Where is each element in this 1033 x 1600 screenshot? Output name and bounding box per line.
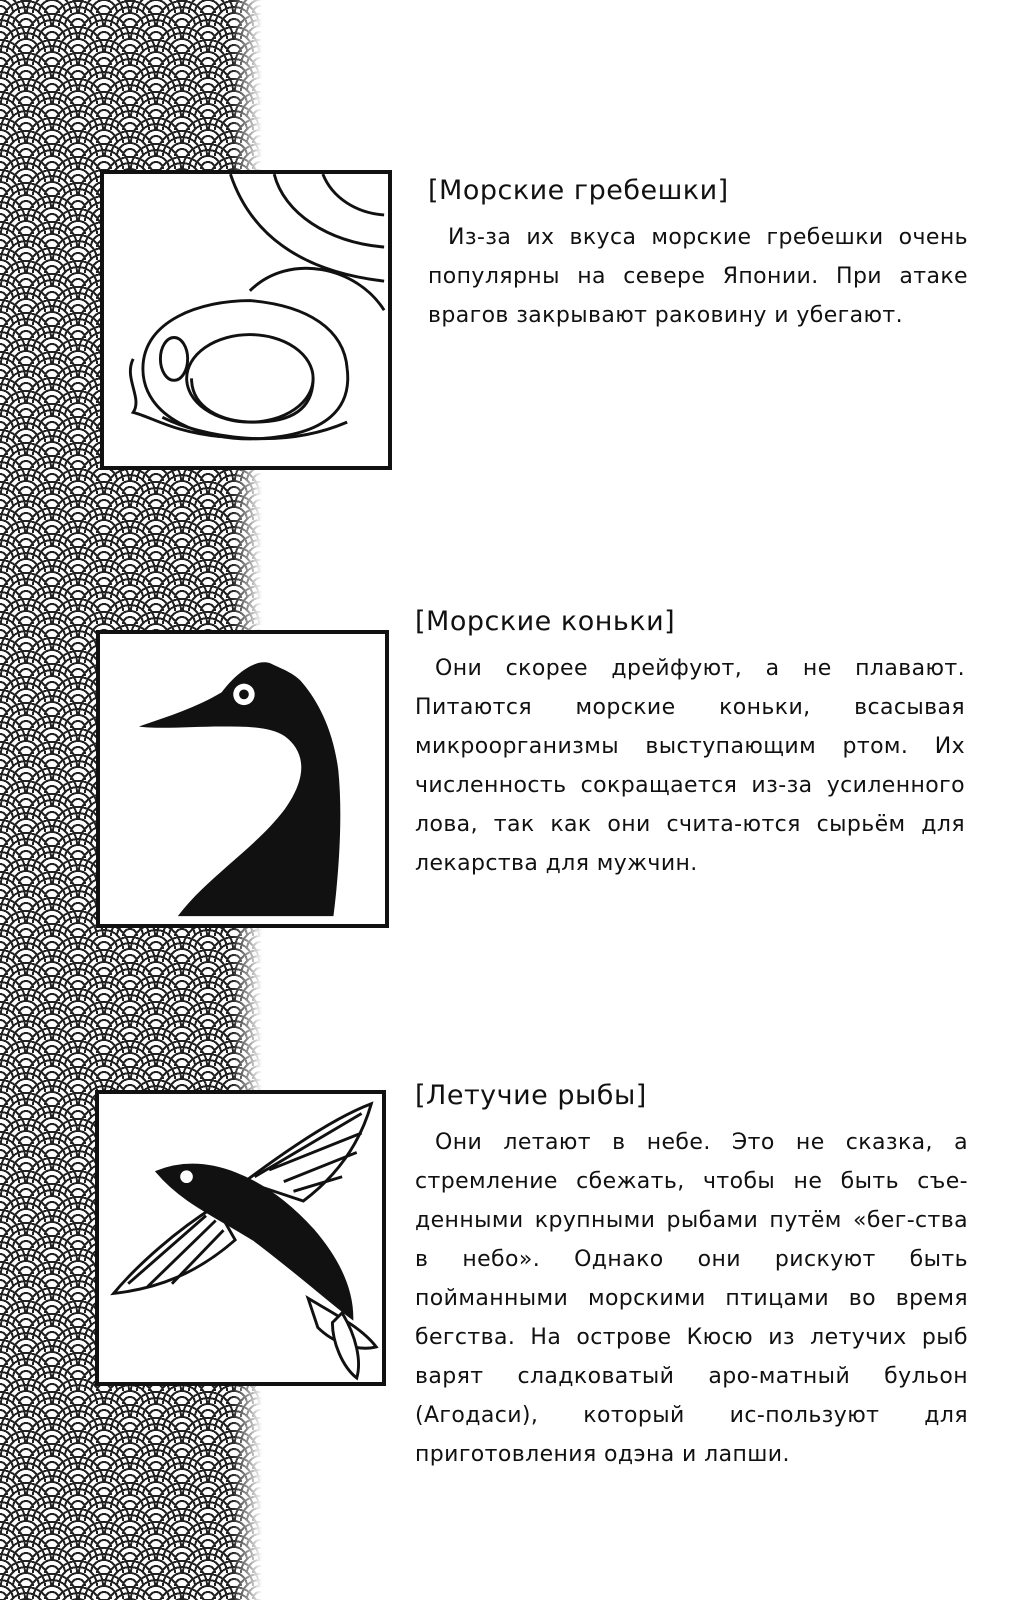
flying-fish-illustration	[95, 1090, 386, 1386]
entry-title: [Морские коньки]	[415, 606, 676, 637]
seahorse-icon	[100, 634, 385, 924]
entry-flying-fish	[415, 1080, 968, 1474]
entry-seahorses	[415, 606, 965, 883]
scallop-illustration	[100, 170, 392, 470]
entry-text: Из-за их вкуса морские гребешки очень популярны на севере Японии. При атаке врагов закрывают раковину и убегают.	[428, 225, 968, 328]
seahorse-illustration	[96, 630, 389, 928]
entry-text: Они летают в небе. Это не сказка, а стремление сбежать, чтобы не быть съе-денными крупными рыбами путём «бег-ства в небо». Однако они рискуют быть пойманными морскими птицами во время бегства. На острове Кюсю из летучих рыб варят сладковатый аро-матный бульон (Агодаси), который ис-пользуют для приготовления одэна и лапши.	[415, 1130, 968, 1467]
entry-title: [Летучие рыбы]	[415, 1080, 647, 1111]
scallop-icon	[104, 174, 388, 466]
entry-text: Они скорее дрейфуют, а не плавают. Питаются морские коньки, всасывая микроорганизмы выступающим ртом. Их численность сокращается из-за усиленного лова, так как они счита-ются сырьём для лекарства для мужчин.	[415, 656, 965, 876]
entry-title: [Морские гребешки]	[428, 175, 729, 206]
entry-scallops	[428, 175, 968, 335]
flying-fish-icon	[99, 1094, 382, 1382]
